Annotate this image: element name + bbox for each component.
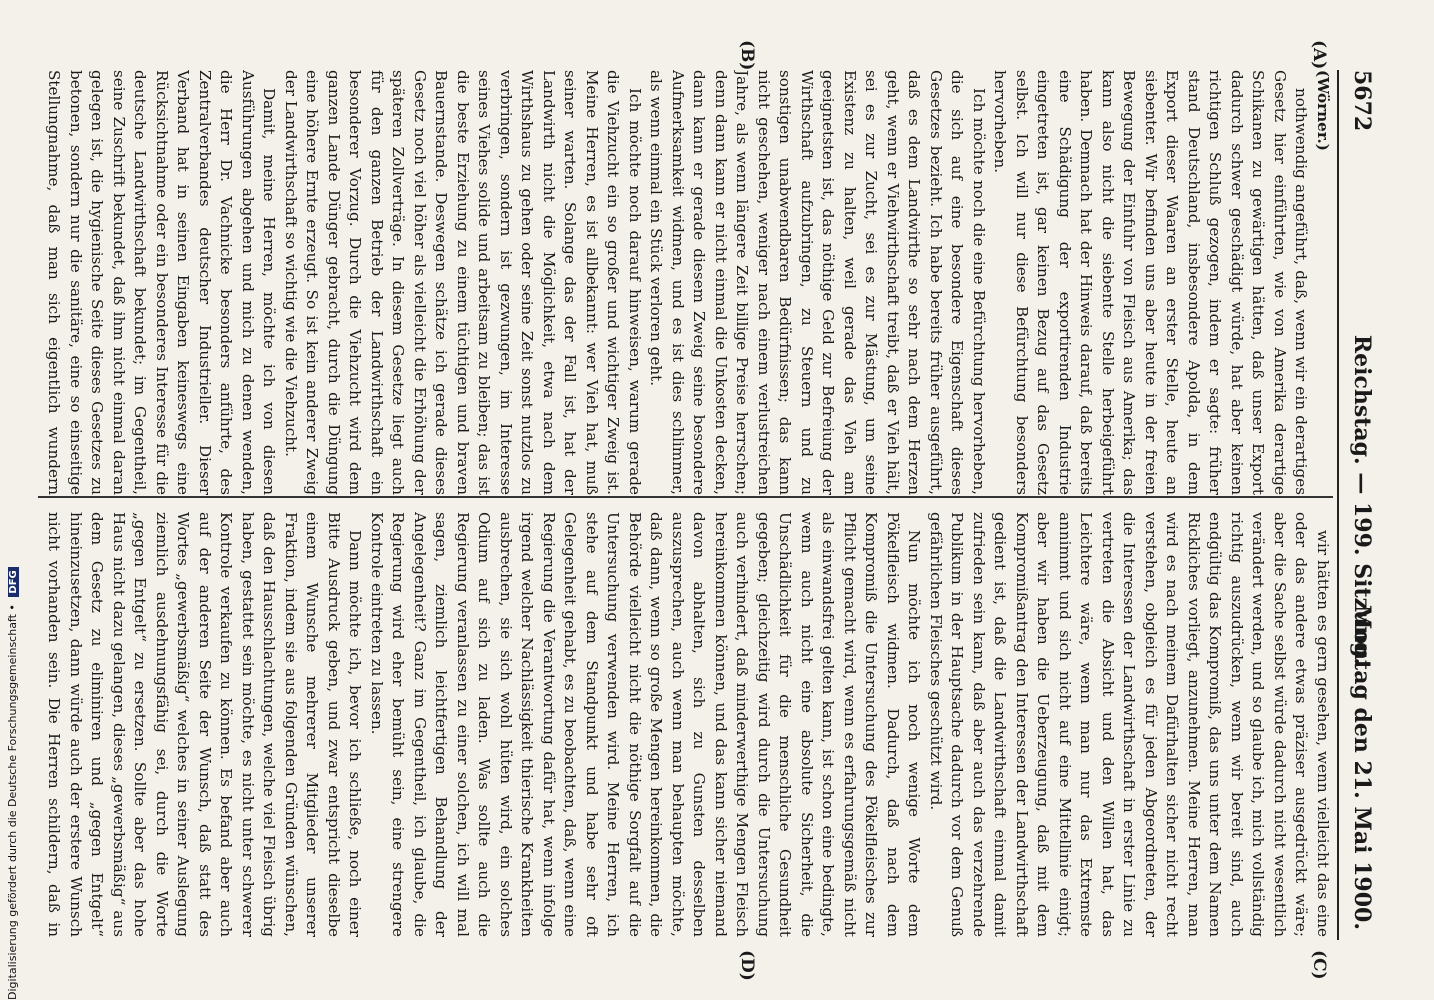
header-rule	[1337, 70, 1339, 940]
paragraph: Damit, meine Herren, möchte ich von diesen Ausführungen abgehen und mich zu denen wenden, die Herr Dr. Vachnicke besonders anführte, des Zentralverbandes deutscher Industrieller. Dieser Verband hat in seinen Eingaben keineswegs eine Rücksichtnahme oder ein besonderes Interesse für die deutsche Landwirthschaft bekundet; im Gegentheil, seine Zuschrift bekundet, daß ihm nicht einmal daran gelegen ist, die hygienische Seite dieses Gesetzes zu betonen, sondern nur die sanitäre, eine so einseitige Stellungnahme, daß man sich eigentlich wundern	[45, 70, 279, 495]
paragraph: Ich möchte noch die eine Befürchtung hervorheben, die sich auf eine besondere Eigenschaft dieses Gesetzes bezieht. Ich habe bereits früher ausgeführt, daß es dem Landwirthe so sehr nach dem Herzen geht, wenn er Viehwirthschaft treibt, daß er Vieh hält, sei es zur Zucht, sei es zur Mästung, um seine Existenz zu halten, weil gerade das Vieh am geeignetsten ist, das nöthige Geld zur Befreiung der Wirthschaft aufzubringen, zu Steuern und zu sonstigen unabwendbaren Bedürfnissen; das kann nicht geschehen, weniger nach einem verlustreichen Jahre, als wenn längere Zeit billige Preise herrschen; denn dann kann er nicht einmal die Unkosten decken, dann kann er gerade diesem Zweig seine besondere Aufmerksamkeit widmen, und es ist dies schlimmer, als wenn einmal ein Stück verloren geht.	[647, 70, 988, 495]
margin-marker-b: (B)	[737, 40, 757, 71]
page-number: 5672	[1349, 70, 1375, 132]
margin-marker-c: (C)	[1309, 950, 1329, 980]
right-column	[43, 512, 1333, 937]
speaker-name: (Wörner.)	[1314, 70, 1332, 151]
margin-marker-a: (A)	[1309, 40, 1329, 70]
column-divider	[38, 496, 1333, 498]
digitization-credit	[6, 0, 19, 1000]
paragraph: Ich möchte noch darauf hinweisen, warum gerade die Viehzucht ein so großer und wichtiger Zweig ist. Meine Herren, es ist allbekannt: wer Vieh hat, muß seiner warten. Solange das der Fall ist, hat der Landwirth nicht die Möglichkeit, etwa nach dem Wirthshaus zu gehen oder seine Zeit sonst nutzlos zu verbringen, sondern ist gezwungen, im Interesse seines Viehes solide und arbeitsam zu bleiben; das ist die beste Erziehung zu einem tüchtigen und braven Bauernstande. Deswegen schätze ich gerade dieses Gesetz noch viel höher als vielleicht die Erhöhung der späteren Zollverträge. In diesem Gesetze liegt auch für den ganzen Betrieb der Landwirthschaft ein besonderer Vorzug. Durch die Viehzucht wird dem ganzen Lande Dünger gebracht, durch die Düngung eine höhere Ernte erzeugt. So ist kein anderer Zweig der Landwirthschaft so wichtig wie die Viehzucht.	[282, 70, 644, 495]
credit-text: Digitalisierung gefördert durch die Deutsche Forschungsgemeinschaft •	[6, 604, 19, 1000]
page-header	[1345, 70, 1375, 930]
paragraph: nothwendig angeführt, daß, wenn wir ein derartiges Gesetz hier einführten, wie von Amerika derartige Schikanen zu gewärtigen hätten, daß unser Export dadurch schwer geschädigt würde, hat aber keinen richtigen Schluß gezogen, indem er sagte: früher stand Deutschland, insbesondere Apolda, in dem Export dieser Waaren an erster Stelle, heute an siebenter. Wir befinden uns aber heute in der freien Bewegung der Einfuhr von Fleisch aus Amerika; das kann also nicht die siebente Stelle herbeigeführt haben. Demnach hat der Hinweis darauf, daß bereits eine Schädigung der exportirenden Industrie eingetreten ist, gar keinen Bezug auf das Gesetz selbst. Ich will nur diese Befürchtung besonders hervorheben.	[991, 70, 1311, 495]
paragraph: Nun möchte ich noch wenige Worte dem Pökelfleisch widmen. Dadurch, daß nach dem Kompromiß die Untersuchung des Pökelfleisches zur Pflicht gemacht wird, wenn es erfahrungsgemäß nicht als einwandsfrei gelten kann, ist schon eine bedingte, wenn auch nicht eine absolute Sicherheit, die Unschädlichkeit für die menschliche Gesundheit gegeben; gleichzeitig wird durch die Untersuchung auch verhindert, daß minderwerthige Mengen Fleisch hereinkommen können, und das kann sicher niemand davon abhalten, sich zu Gunsten desselben auszusprechen, auch wenn man behaupten möchte, daß dann, wenn so große Mengen hereinkommen, die Behörde vielleicht nicht die nöthige Sorgfalt auf die Untersuchung verwenden wird. Meine Herren, ich stehe auf dem Standpunkt und habe sehr oft Gelegenheit gehabt, es zu beobachten, daß, wenn eine Regierung die Verantwortung dafür hat, wenn infolge irgend welcher Nachlässigkeit thierische Krankheiten ausbrechen, sie sich wohl hüten wird, ein solches Odium auf sich zu laden. Was sollte auch die Regierung veranlassen zu einer solchen, ich will mal sagen, ziemlich leichtfertigen Behandlung der Angelegenheit? Ganz im Gegentheil, ich glaube, die Regierung wird eher bemüht sein, eine strengere Kontrole eintreten zu lassen.	[368, 512, 924, 937]
paragraph: wir hätten es gern gesehen, wenn vielleicht das eine oder das andere etwas präziser ausgedrückt wäre; aber die Sache selbst würde dadurch nicht wesentlich verändert werden, und so glaube ich, mich vollständig richtig auszudrücken, wenn wir bereit sind, auch endgültig das Kompromiß, das uns unter dem Namen Rickliches vorliegt, anzunehmen. Meine Herren, man wird es nach meinem Dafürhalten sicher nicht recht verstehen, obgleich es für jeden Abgeordneten, der die Interessen der Landwirthschaft in erster Linie zu vertreten die Absicht und den Willen hat, das Leichtere wäre, wenn man nur das Extremste annimmt und sich nicht auf eine Mittellinie einigt; aber wir haben die Ueberzeugung, daß mit dem Kompromißantrag den Interessen der Landwirthschaft gedient ist, daß die Landwirthschaft einmal damit zufrieden sein kann, daß aber auch das verzehrende Publikum in der Hauptsache dadurch vor dem Genuß gefährlichen Fleisches geschützt wird.	[927, 512, 1332, 937]
margin-marker-d: (D)	[737, 950, 757, 981]
session-date: Montag den 21. Mai 1900.	[1349, 605, 1375, 930]
left-column	[43, 70, 1333, 495]
paragraph: Dann möchte ich, bevor ich schließe, noch einer Bitte Ausdruck geben, und zwar entspricht dieselbe einem Wunsche mehrerer Mitglieder unserer Fraktion, indem sie aus folgenden Gründen wünschen, daß den Hausschlachtungen, welche viel Fleisch übrig haben, gestattet sein möchte, es nicht unter schwerer Kontrole verkaufen zu können. Es befand aber auch auf der anderen Seite der Wunsch, daß statt des Wortes „gewerbsmäßig“ welches in seiner Auslegung ziemlich ausdehnungsfähig sei, durch die Worte „gegen Entgelt“ zu ersetzen. Sollte aber das hohe Haus nicht dazu gelangen, dieses „gewerbsmäßig“ aus dem Gesetz zu eliminiren und „gegen Entgelt“ hineinzusetzen, dann würde auch der erstere Wunsch nicht vorhanden sein. Die Herren schildern, daß in	[45, 512, 365, 937]
session-title: Reichstag. — 199. Sitzung.	[1349, 334, 1375, 666]
dfg-logo: DFG	[8, 567, 19, 596]
